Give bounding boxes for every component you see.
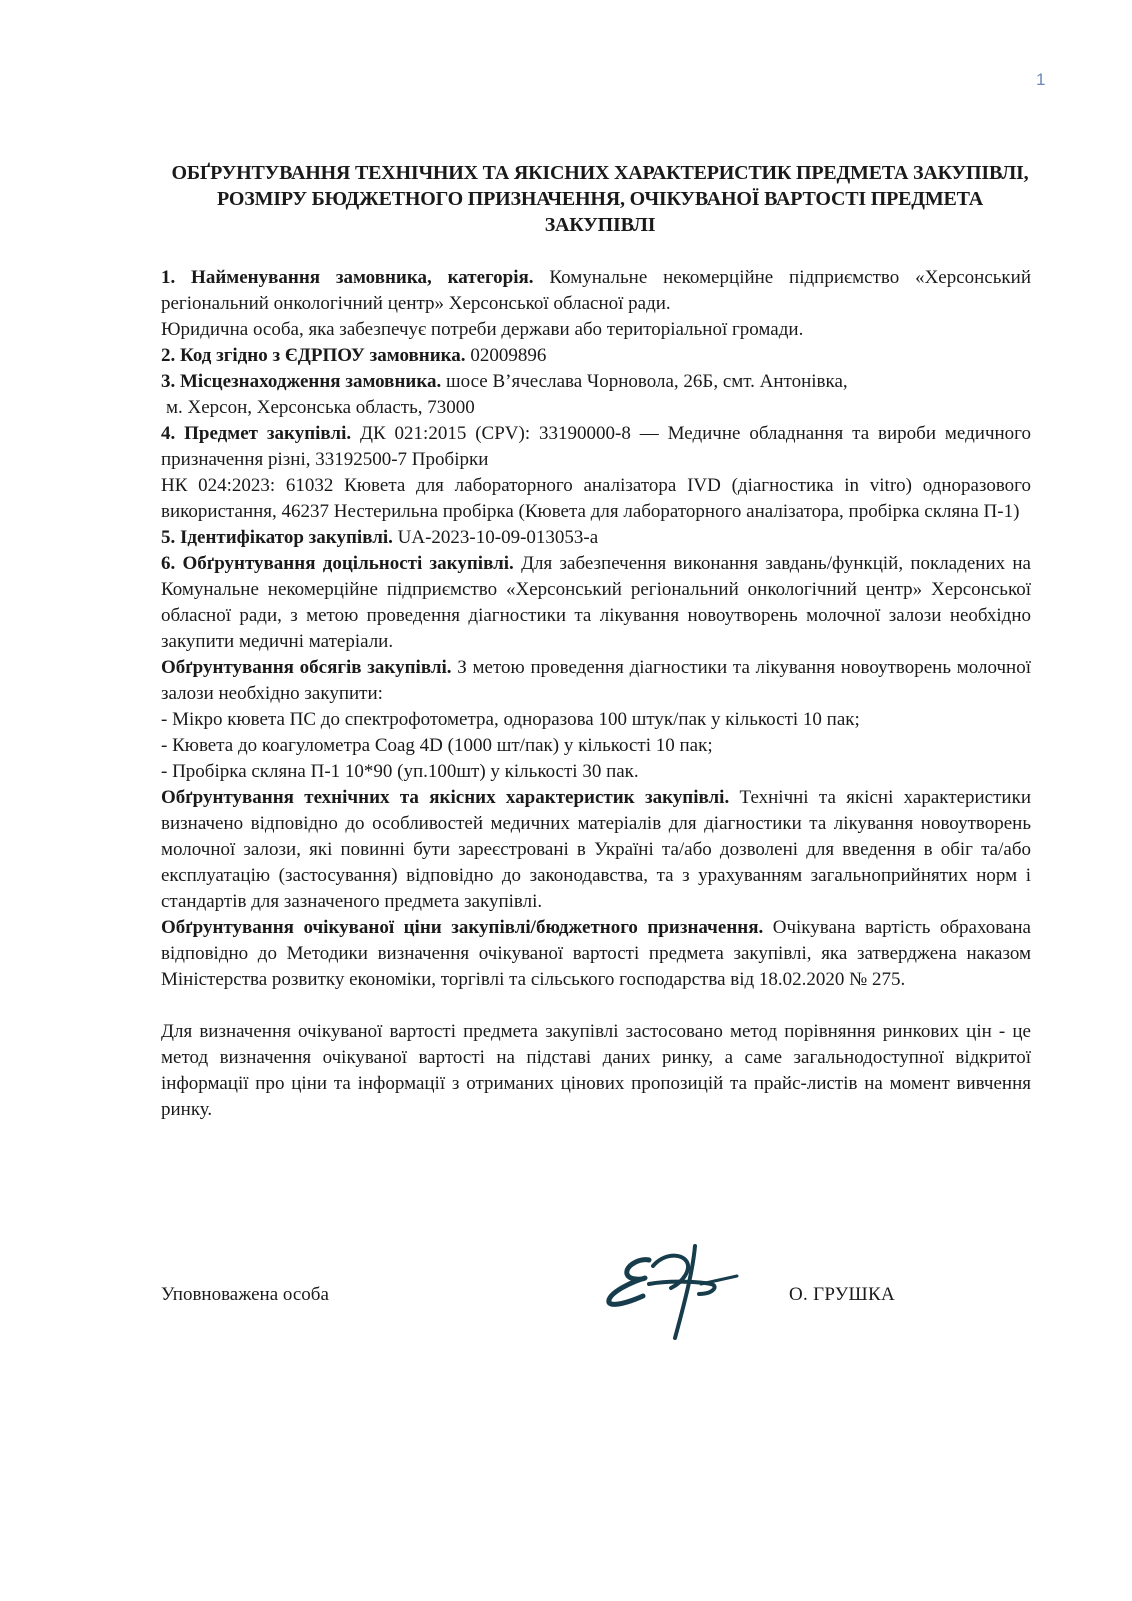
section-price xyxy=(161,915,1031,993)
section-heading: Обґрунтування технічних та якісних характеристик закупівлі. xyxy=(161,787,730,808)
document-body xyxy=(161,265,1031,1123)
list-item: - Мікро кювета ПС до спектрофотометра, одноразова 100 штук/пак у кількості 10 пак; xyxy=(161,709,860,730)
section-heading: 2. Код згідно з ЄДРПОУ замовника. xyxy=(161,345,466,366)
section-heading: 5. Ідентифікатор закупівлі. xyxy=(161,527,393,548)
document-title: ОБҐРУНТУВАННЯ ТЕХНІЧНИХ ТА ЯКІСНИХ ХАРАКТЕРИСТИК ПРЕДМЕТА ЗАКУПІВЛІ, РОЗМІРУ БЮДЖЕТНОГО ПРИЗНАЧЕННЯ, ОЧІКУВАНОЇ ВАРТОСТІ ПРЕДМЕТА ЗАКУПІВЛІ xyxy=(171,162,1029,236)
section-heading: Обґрунтування обсягів закупівлі. xyxy=(161,657,452,678)
section-text: Технічні та якісні характеристики визначено відповідно до особливостей медичних матеріалів для діагностики та лікування новоутворень молочної залози, які повинні бути зареєстровані в Україні та/або дозволені для введення в обіг та/або експлуатацію (застосування) відповідно до законодавства, та з урахуванням загальноприйнятих норм і стандартів для зазначеного предмета закупівлі. xyxy=(161,787,1031,912)
page-number: 1 xyxy=(1036,70,1046,89)
section-subject xyxy=(161,421,1031,473)
edrpou-code: 02009896 xyxy=(465,345,547,366)
section-heading: 6. Обґрунтування доцільності закупівлі. xyxy=(161,553,514,574)
section-volumes xyxy=(161,655,1031,707)
section-heading: 3. Місцезнаходження замовника. xyxy=(161,371,442,392)
spacer xyxy=(161,993,1031,1019)
section-text: Для забезпечення виконання завдань/функцій, покладених на Комунальне некомерційне підприємство «Херсонський регіональний онкологічний центр» Херсонської обласної ради, з метою проведення діагностики та лікування новоутворень молочної залози необхідно закупити медичні матеріали. xyxy=(161,553,1031,652)
section-text: шосе В’ячеслава Чорновола, 26Б, смт. Антонівка, xyxy=(441,371,848,392)
section-technical xyxy=(161,785,1031,915)
list-item: - Пробірка скляна П-1 10*90 (уп.100шт) у кількості 30 пак. xyxy=(161,761,639,782)
section-text: Комунальне некомерційне підприємство «Херсонський регіональний онкологічний центр» Херсонської обласної ради. xyxy=(161,267,1031,314)
section-heading: Обґрунтування очікуваної ціни закупівлі/бюджетного призначення. xyxy=(161,917,764,938)
section-heading: 4. Предмет закупівлі. xyxy=(161,423,352,444)
signatory-name: О. ГРУШКА xyxy=(789,1284,896,1305)
section-identifier xyxy=(161,525,1031,551)
section-location xyxy=(161,369,1031,395)
section-text: ДК 021:2015 (CPV): 33190000-8 — Медичне обладнання та вироби медичного призначення різні, 33192500-7 Пробірки xyxy=(161,423,1031,470)
section-expediency xyxy=(161,551,1031,655)
section-customer xyxy=(161,265,1031,317)
location-city: м. Херсон, Херсонська область, 73000 xyxy=(166,397,475,418)
section-text: Очікувана вартість обрахована відповідно до Методики визначення очікуваної вартості предмета закупівлі, яка затверджена наказом Міністерства розвитку економіки, торгівлі та сільського господарства від 18.02.2020 № 275. xyxy=(161,917,1031,990)
list-item: - Кювета до коагулометра Coag 4D (1000 шт/пак) у кількості 10 пак; xyxy=(161,735,713,756)
section-subject-nk: НК 024:2023: 61032 Кювета для лабораторного аналізатора IVD (діагностика in vitro) одноразового використання, 46237 Нестерильна пробірка (Кювета для лабораторного аналізатора, пробірка скляна П-1) xyxy=(161,475,1031,522)
signature-icon xyxy=(601,1238,741,1348)
procurement-id: UA-2023-10-09-013053-a xyxy=(392,527,599,548)
section-heading: 1. Найменування замовника, категорія. xyxy=(161,267,534,288)
section-method: Для визначення очікуваної вартості предмета закупівлі застосовано метод порівняння ринкових цін - це метод визначення очікуваної вартості на підставі даних ринку, а саме загальнодоступної відкритої інформації про ціни та інформації з отриманих цінових пропозицій та прайс-листів на момент вивчення ринку. xyxy=(161,1021,1031,1120)
signatory-role: Уповноважена особа xyxy=(161,1284,329,1305)
signature-block xyxy=(161,1268,1031,1348)
section-text: З метою проведення діагностики та лікування новоутворень молочної залози необхідно закупити: xyxy=(161,657,1032,704)
section-edrpou xyxy=(161,343,1031,369)
section-customer-note: Юридична особа, яка забезпечує потреби держави або територіальної громади. xyxy=(161,319,804,340)
